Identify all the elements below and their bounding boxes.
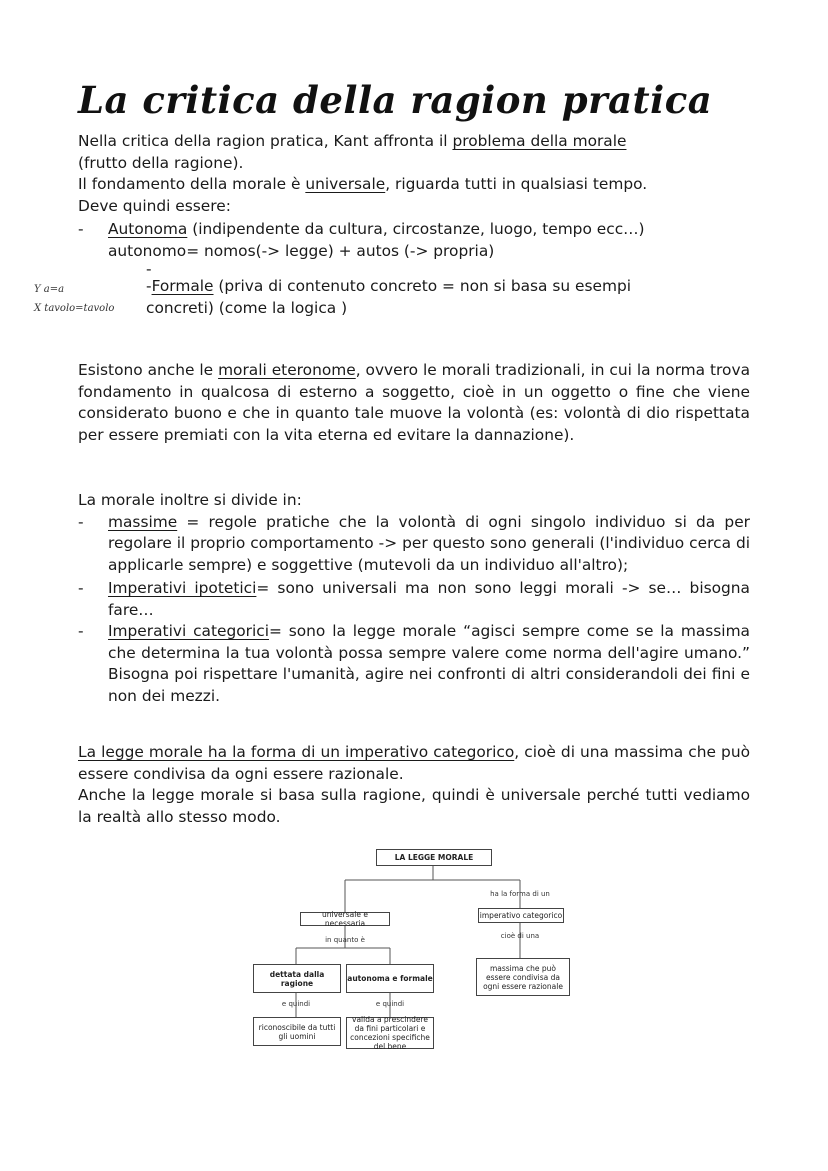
diagram-leaf-b: valida a prescindere da fini particolari e concezioni specifiche del bene — [346, 1017, 434, 1049]
list-item-ipotetici: - Imperativi ipotetici= sono universali ma non sono leggi morali -> se… bisogna fare… — [78, 579, 750, 619]
diagram-root: LA LEGGE MORALE — [376, 849, 492, 866]
diagram-box-ragione: dettata dalla ragione — [253, 964, 341, 993]
diagram-right-label-1: ha la forma di un — [490, 890, 550, 898]
ipotetici-term: Imperativi ipotetici — [108, 579, 257, 597]
list-item-autonoma: - Autonoma (indipendente da cultura, circostanze, luogo, tempo ecc…) autonomo= nomos(-> legge) + autos (-> propria) — [78, 220, 645, 260]
margin-note-2: X tavolo=tavolo — [34, 303, 115, 314]
diagram-left-label: in quanto è — [325, 936, 365, 944]
list-item-categorici: - Imperativi categorici= sono la legge morale “agisci sempre come se la massima che determina la tua volontà possa sempre valere come norma dell'agire umano.” Bisogna poi rispettare l'umanità, agire nei confronti di altri considerandoli dei fini e non dei mezzi. — [78, 622, 750, 705]
intro-line-2: (frutto della ragione). — [78, 153, 244, 172]
morali-eteronome-term: morali eteronome — [218, 361, 356, 379]
diagram-left-box: universale e necessaria — [300, 912, 390, 926]
diagram-right-box: imperativo categorico — [478, 908, 564, 923]
diagram-label-a: e quindi — [281, 1000, 311, 1008]
page-title: La critica della ragion pratica — [78, 78, 713, 122]
eteronome-paragraph: Esistono anche le morali eteronome, ovvero le morali tradizionali, in cui la norma trova fondamento in qualcosa di esterno a soggetto, cioè in un oggetto o fine che viene considerato buono e che in quanto tale muove la volontà (es: volontà di dio rispettata per essere premiati con la vita eterna ed evitare la dannazione). — [78, 361, 751, 444]
legge-imperativo-highlight: La legge morale ha la forma di un imperativo categorico — [78, 743, 515, 761]
formale-term: Formale — [151, 277, 214, 295]
list-item-formale: -Formale (priva di contenuto concreto = non si basa su esempi concreti) (come la logica ) — [146, 277, 632, 317]
divisione-intro: La morale inoltre si divide in: — [78, 491, 302, 509]
intro-line-3: Il fondamento della morale è universale, riguarda tutti in qualsiasi tempo. — [78, 175, 648, 193]
categorici-term: Imperativi categorici — [108, 622, 269, 640]
diagram-leaf-a: riconoscibile da tutti gli uomini — [253, 1017, 341, 1046]
margin-note-1: Y a=a — [34, 284, 65, 295]
legge-paragraph: La legge morale ha la forma di un imperativo categorico, cioè di una massima che può essere condivisa da ogni essere razionale. Anche la legge morale si basa sulla ragione, quindi è universale perché tutti vediamo la realtà allo stesso modo. — [78, 743, 750, 826]
intro-line-4: Deve quindi essere: — [78, 196, 231, 215]
lone-dash: - — [146, 260, 152, 278]
diagram-box-autonoma: autonoma e formale — [346, 964, 434, 993]
diagram-label-b: e quindi — [375, 1000, 405, 1008]
intro-line-1: Nella critica della ragion pratica, Kant affronta il problema della morale — [78, 132, 627, 150]
diagram-right-bottom-box: massima che può essere condivisa da ogni essere razionale — [476, 958, 570, 996]
massime-term: massime — [108, 512, 178, 531]
autonoma-term: Autonoma — [108, 220, 188, 238]
problema-morale-highlight: problema della morale — [452, 132, 627, 150]
universale-highlight: universale — [305, 175, 386, 193]
diagram-right-label-2: cioè di una — [500, 932, 540, 940]
list-item-massime: - massime = regole pratiche che la volontà di ogni singolo individuo si da per regolare il proprio comportamento -> per questo sono generali (l'individuo cerca di applicarle sempre) e soggettive (mutevoli da un individuo all'altro); — [78, 512, 750, 574]
